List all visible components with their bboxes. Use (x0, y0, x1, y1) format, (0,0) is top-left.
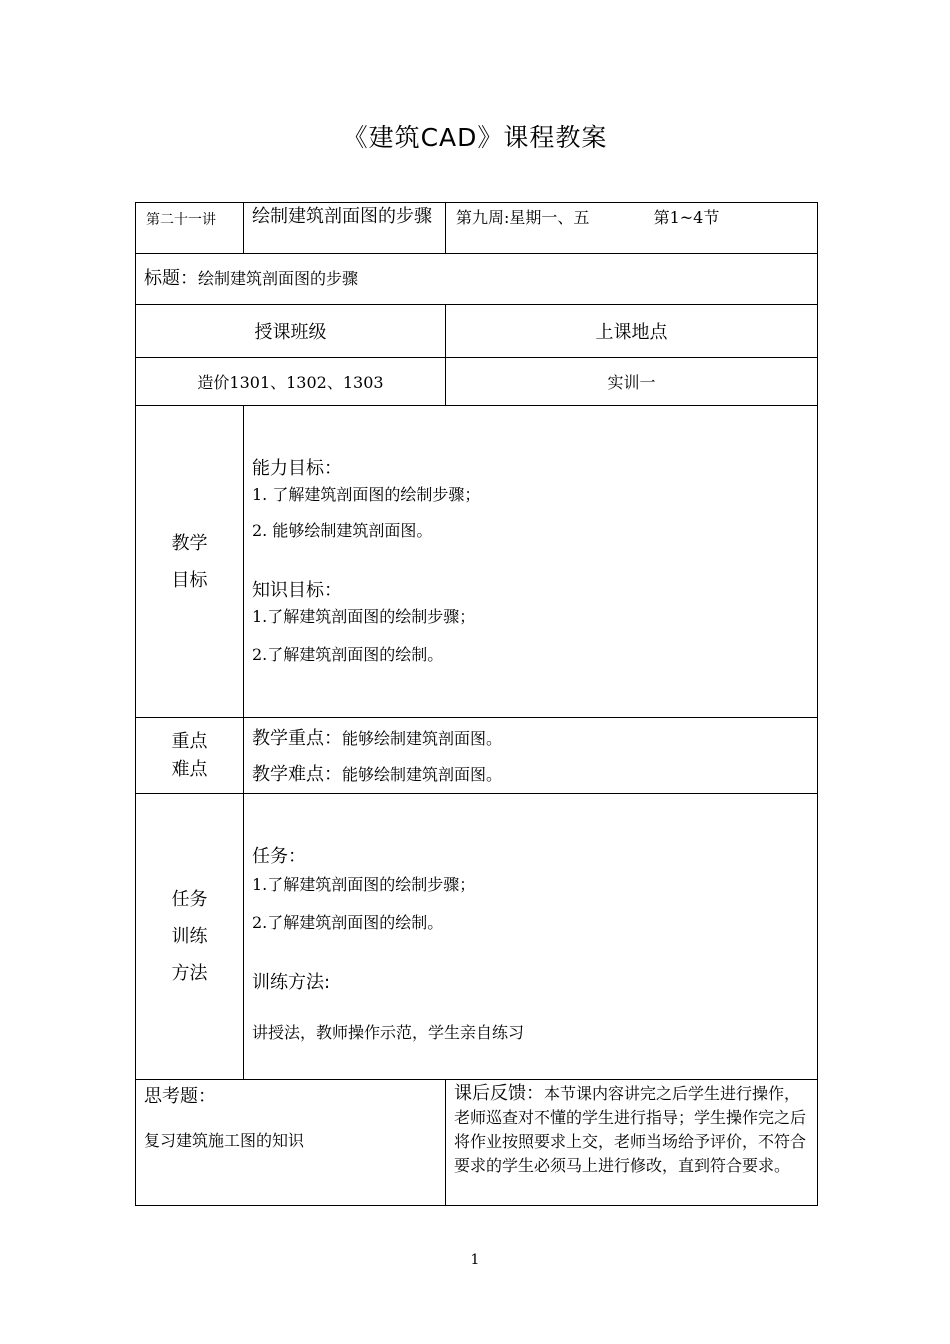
key-label-line-2: 难点 (171, 758, 208, 780)
schedule-text: 第九周:星期一、五 (456, 208, 590, 227)
heading-label: 标题： (144, 268, 198, 289)
task-label-line-1: 任务 (171, 889, 208, 910)
ability-goal-item: 1. 了解建筑剖面图的绘制步骤； (252, 485, 481, 504)
task-label-line-2: 训练 (171, 926, 208, 947)
class-header: 授课班级 (254, 322, 327, 343)
class-header-cell (136, 305, 446, 358)
ability-goals-title: 能力目标： (252, 458, 342, 479)
thinking-cell (136, 1080, 446, 1206)
feedback-text: 本节课内容讲完之后学生进行操作，老师巡查对不懂的学生进行指导；学生操作完之后将作业按照要求上交，老师当场给予评价，不符合要求的学生必须马上进行修改，直到符合要求。 (454, 1084, 807, 1175)
goals-label-line-1: 教学 (171, 532, 208, 554)
task-title: 任务： (252, 846, 306, 867)
feedback-cell (446, 1080, 818, 1206)
topic-cell (244, 203, 446, 254)
feedback-title: 课后反馈： (454, 1083, 544, 1104)
document-title: 《建筑CAD》课程教案 (342, 123, 608, 152)
lecture-number: 第二十一讲 (146, 212, 216, 228)
heading-text: 绘制建筑剖面图的步骤 (198, 269, 359, 288)
task-label-cell (136, 794, 244, 1080)
knowledge-goal-item: 2.了解建筑剖面图的绘制。 (252, 645, 444, 664)
knowledge-goal-item: 1.了解建筑剖面图的绘制步骤； (252, 607, 476, 626)
goals-label-cell (136, 406, 244, 718)
goals-content-cell (244, 406, 818, 718)
location-header-cell (446, 305, 818, 358)
page-number: 1 (470, 1252, 480, 1268)
method-title: 训练方法: (252, 972, 331, 993)
method-text: 讲授法，教师操作示范，学生亲自练习 (252, 1023, 525, 1042)
heading-cell (136, 254, 818, 305)
task-label-line-3: 方法 (171, 963, 208, 984)
location-header: 上课地点 (595, 322, 668, 343)
ability-goal-item: 2. 能够绘制建筑剖面图。 (252, 521, 433, 540)
lecture-topic: 绘制建筑剖面图的步骤 (252, 206, 432, 227)
task-content-cell (244, 794, 818, 1080)
class-value: 造价1301、1302、1303 (197, 373, 384, 392)
thinking-title: 思考题： (144, 1086, 216, 1107)
difficulty-text: 能够绘制建筑剖面图。 (342, 765, 503, 784)
location-value-cell (446, 358, 818, 406)
key-label-cell (136, 718, 244, 794)
lecture-number-cell (136, 203, 244, 254)
key-content-cell (244, 718, 818, 794)
difficulty-title: 教学难点： (252, 764, 342, 785)
periods-text: 第1~4节 (653, 208, 720, 227)
knowledge-goals-title: 知识目标： (252, 580, 342, 601)
focus-text: 能够绘制建筑剖面图。 (342, 729, 503, 748)
task-item: 2.了解建筑剖面图的绘制。 (252, 913, 444, 932)
class-value-cell (136, 358, 446, 406)
lesson-plan-table (135, 202, 818, 1206)
goals-label-line-2: 目标 (171, 569, 208, 591)
location-value: 实训一 (607, 373, 656, 392)
focus-title: 教学重点： (252, 728, 342, 749)
task-item: 1.了解建筑剖面图的绘制步骤； (252, 875, 476, 894)
key-label-line-1: 重点 (171, 730, 208, 752)
schedule-cell (446, 203, 818, 254)
thinking-text: 复习建筑施工图的知识 (144, 1131, 305, 1150)
